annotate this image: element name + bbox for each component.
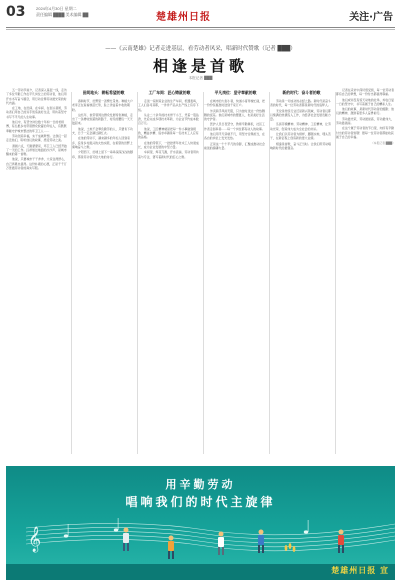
article-column-3 [138,88,201,460]
paragraph: 五一劳动节前夕，记者深入基层一线，走访了多位辛勤工作在平凡岗位上的劳动者，他们用汗水书写奋斗篇章，用行动诠释劳动最光荣的时代内涵。 [6,88,67,105]
meta-line: 责任编辑 ████ 美术编辑 ██ [36,12,89,17]
column-heading: 新的时代：奋斗者的歌 [282,90,321,95]
paragraph: 劳动是一切成功的必经之路。新时代是奋斗者的时代，每一位劳动者都是新时代的追梦人。 [270,99,331,108]
article-kicker: ——《云南楚雄》记者走进基层，看劳动者风采，唱新时代赞歌（记者 ███） [105,46,296,52]
paragraph: 弘扬劳模精神、劳动精神、工匠精神，让劳动光荣、创造伟大成为全社会的共识。 [270,122,331,131]
worker-figure-icon [338,530,344,554]
paragraph: 在这个属于劳动者的节日里，向所有辛勤付出的劳动者致敬！愿每一位劳动者都能收获属于自己的幸福。 [336,126,395,139]
labor-day-banner [6,466,395,580]
paragraph: 春耕时节，田野里一派繁忙景象。种植大户老李正在查看秧苗长势，脸上洋溢着丰收的期盼。 [72,99,133,112]
paragraph: 正是这一个个平凡的身影，汇聚成推动社会前进的磅礴力量。 [204,141,265,150]
paragraph: 在他的带领下，一批批青年技术工人快速成长，成为企业发展的中坚力量。 [138,140,199,149]
paragraph: 在工地、在田间、在车间、在街头巷尾，劳动者们用自己的双手创造美好生活，用执着坚守书写不平凡的人生故事。 [6,106,67,119]
worker-figure-icon [258,530,264,554]
paragraph: 在他的带动下，越来越多的年轻人回到家乡，投身乡村振兴的火热实践，在希望的田野上奏响奋斗之歌。 [72,136,133,149]
banner-subheadline: 唱响我们的时代主旋律 [125,495,276,509]
column-heading: 平凡岗位：坚守奉献的歌 [214,90,257,95]
paragraph: 从业二十余年的技术骨干小王，凭着一股钻劲，先后完成多项技术革新，为企业节约成本数百万元。 [138,112,199,126]
paragraph: 在城市的大街小巷，快递小哥穿梭忙碌，把一份份包裹准时送到千家万户。 [204,99,265,108]
header-rule [6,27,395,28]
article-column-1 [6,88,69,460]
banner-footer: 楚雄州日报 宣 [331,566,389,575]
paragraph: 他们的故事，是新时代劳动者的缩影；他们的精神，激励着更多人奋勇前行。 [336,107,395,116]
article-column-2 [72,88,135,460]
paragraph: 他们或许没有惊天动地的壮举，却在日复一日的坚守中，书写着属于自己的精彩人生。 [336,97,395,106]
paragraph: 这些年，他带领周边群众发展特色种植，走出了一条增收致富的新路子，村民的腰包一天天鼓起来。 [72,112,133,126]
paragraph: 他们中，有坚守岗位数十年如一日的老师傅，有扎根乡村带领群众致富的年轻人，有默默奉献守护城市整洁的环卫工人…… [6,120,67,133]
article-column-6 [336,88,395,460]
paragraph: 外卖骑手风雨无阻，只为按时送达一份热腾腾的饭菜。他们是城市的摆渡人，也是美好生活的守护者。 [204,108,265,122]
paragraph: 相逢是首歌，奋斗正当时。让我们用劳动唱响新时代的最强音。 [270,141,331,150]
masthead-logo: 楚雄州日报 [156,12,211,23]
paragraph: 清晨六点，天刚蒙蒙亮，环卫工人已经开始了一天的工作。扫帚划过地面的沙沙声，是城市醒来的第一首歌。 [6,143,67,157]
paragraph: 劳动最光荣，劳动最崇高，劳动最伟大，劳动最美丽。 [336,116,395,126]
article-byline: 本报记者 ███ [188,76,213,80]
worker-figure-icon [168,536,174,560]
meta-line: 2024年4月30日 星期二 [36,6,77,11]
worker-figures [123,528,344,560]
paragraph: 车间里，焊花飞溅，汗水流淌，劳动者用执着与专注，谱写着新时代的匠心之歌。 [138,150,199,159]
page-number: 03 [6,4,26,20]
paragraph: 让我们以劳动者为榜样，脚踏实地、埋头苦干，在新征程上创造新的更大业绩。 [270,132,331,141]
paragraph: 夕阳西下，田埂上留下一串串深深浅浅的脚印，那是劳动者写给大地的诗行。 [72,150,133,159]
paragraph: 劳动创造幸福，实干成就梦想。让我们一起走近他们，聆听他们的故事，感受劳动之美。 [6,133,67,143]
treble-clef-icon: 𝄞 [28,527,42,552]
paragraph: 他说，只要城市干干净净，大家住得舒心，自己再累也值得。这份朴素的心愿，正是千千万万普通劳动者的真实写照。 [6,157,67,171]
column-heading: 工厂车间：匠心铸就的歌 [148,90,191,95]
paragraph: 记者在采访中深切感受到，每一位劳动者都有自己的梦想，每一份付出都值得尊重。 [336,88,395,97]
worker-figure-icon [218,532,224,556]
article-column-5 [270,88,333,460]
paragraph: 医护人员日夜坚守，教师辛勤耕耘，社区工作者走街串巷……每一个岗位都有动人的故事。 [204,122,265,131]
paragraph: 他说，工匠精神就是把每一件小事做到极致，精益求精、追求卓越是每一名技术工人应有的品格。 [138,126,199,140]
worker-figure-icon [123,528,129,552]
edition-meta [36,6,96,18]
paragraph: 他说，土地不会辜负勤劳的人，只要肯下功夫，日子一定会越过越红火。 [72,126,133,136]
column-heading: 田间地头：耕耘希望的歌 [82,90,125,95]
banner-headline: 用辛勤劳动 [165,478,236,491]
article-signature: （本报记者 ███） [370,141,395,146]
header-rule-thin [6,29,395,30]
paragraph: 无论是传统行业还是新兴领域，劳动者们都以饱满的热情投入工作，为经济社会发展贡献力量。 [270,108,331,122]
article-column-4 [204,88,267,460]
paragraph: 走进一家制造企业的生产车间，机器轰鸣，工人们各司其职，一件件产品从生产线上有序下线。 [138,99,199,112]
section-title: 关注·广告 [349,12,393,23]
article-title: 相逢是首歌 [152,57,248,75]
paragraph: 他们用平凡铸就不凡，用坚守诠释担当，在各自的岗位上发光发热。 [204,132,265,141]
